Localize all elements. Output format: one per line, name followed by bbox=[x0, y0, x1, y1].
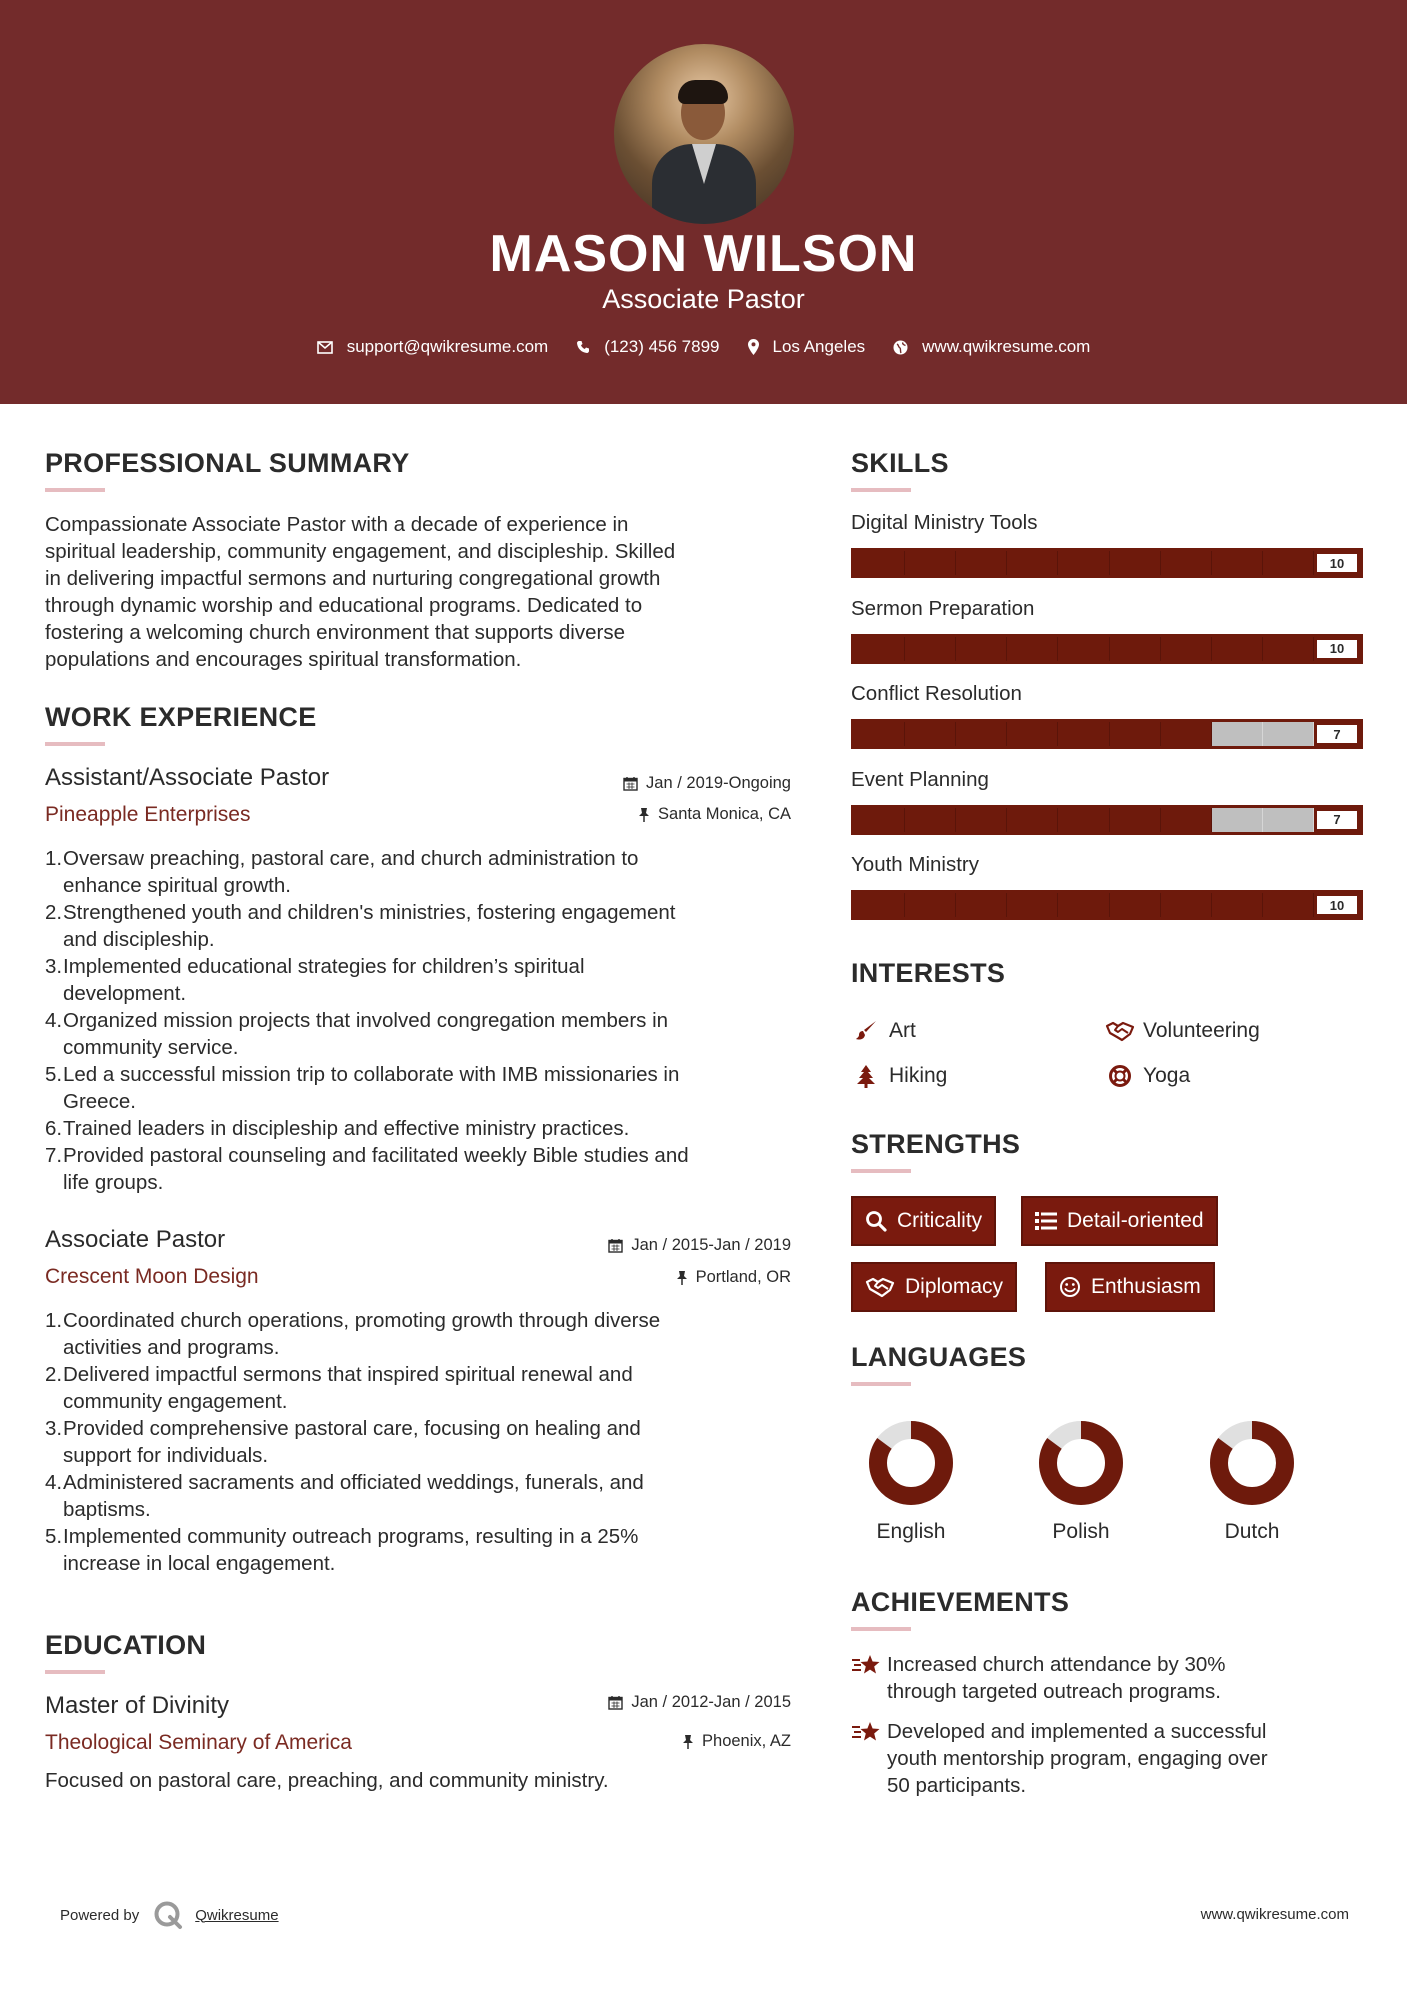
job-location-text: Portland, OR bbox=[695, 1268, 791, 1286]
strength-label: Criticality bbox=[897, 1209, 983, 1232]
qwikresume-logo-icon bbox=[153, 1900, 183, 1930]
skill-bar-segment bbox=[854, 808, 905, 832]
skill-bar-segment bbox=[956, 808, 1007, 832]
strength-tag bbox=[851, 1196, 996, 1246]
experience-heading-underline bbox=[45, 742, 105, 746]
strengths-heading: STRENGTHS bbox=[851, 1129, 1021, 1159]
smile-icon bbox=[1059, 1276, 1081, 1298]
skill-name: Sermon Preparation bbox=[851, 596, 1035, 620]
interest-art bbox=[851, 1019, 916, 1043]
languages-heading: LANGUAGES bbox=[851, 1342, 1027, 1372]
list-item: 4. Organized mission projects that involved congregation members in community service. bbox=[45, 1009, 669, 1059]
list-item: 6. Trained leaders in discipleship and effective ministry practices. bbox=[45, 1117, 630, 1140]
calendar-icon bbox=[608, 1695, 623, 1710]
skill-bar-segment bbox=[956, 722, 1007, 746]
skill-bar-segment bbox=[1212, 551, 1263, 575]
job-responsibilities bbox=[45, 845, 795, 1196]
powered-by-text: Powered by bbox=[60, 1906, 140, 1924]
interest-label: Art bbox=[889, 1019, 916, 1042]
list-item: 1. Coordinated church operations, promoting growth through diverse activities and programs. bbox=[45, 1309, 661, 1359]
summary-line: Compassionate Associate Pastor with a decade of experience in bbox=[45, 513, 629, 536]
skill-bar-segment bbox=[956, 893, 1007, 917]
job-dates-text: Jan / 2015-Jan / 2019 bbox=[631, 1236, 791, 1254]
handshake-icon bbox=[1105, 1020, 1135, 1042]
skill-bar-segment bbox=[1007, 893, 1058, 917]
education-dates bbox=[608, 1693, 791, 1712]
strengths-heading-underline bbox=[851, 1169, 911, 1173]
skill-level-badge: 10 bbox=[1314, 551, 1360, 575]
phone-text: (123) 456 7899 bbox=[604, 337, 720, 356]
contact-email[interactable] bbox=[317, 337, 549, 357]
interest-hiking bbox=[851, 1064, 947, 1088]
skill-bar-segment bbox=[1058, 808, 1109, 832]
achievement-line: Developed and implemented a successful bbox=[887, 1720, 1267, 1743]
pushpin-icon bbox=[638, 807, 650, 822]
education-dates-text: Jan / 2012-Jan / 2015 bbox=[631, 1693, 791, 1711]
job-location bbox=[676, 1268, 791, 1287]
skill-bar-segment bbox=[1161, 637, 1212, 661]
skill-bar-segment bbox=[1212, 893, 1263, 917]
language-polish bbox=[1016, 1418, 1146, 1544]
interest-volunteering bbox=[1105, 1019, 1260, 1043]
education-description: Focused on pastoral care, preaching, and community ministry. bbox=[45, 1769, 609, 1792]
experience-heading: WORK EXPERIENCE bbox=[45, 702, 317, 732]
skill-bar-segment bbox=[1007, 722, 1058, 746]
skill-bar-segment bbox=[1007, 551, 1058, 575]
list-icon bbox=[1035, 1212, 1057, 1230]
envelope-icon bbox=[317, 341, 333, 354]
summary-line: through dynamic worship and educational programs. Dedicated to bbox=[45, 594, 643, 617]
language-dutch bbox=[1187, 1418, 1317, 1544]
education-location bbox=[682, 1732, 791, 1751]
languages-heading-underline bbox=[851, 1382, 911, 1386]
lifering-icon bbox=[1105, 1064, 1135, 1088]
list-item: 5. Led a successful mission trip to collaborate with IMB missionaries in Greece. bbox=[45, 1063, 680, 1113]
summary-line: spiritual leadership, community engagement, and discipleship. Skilled bbox=[45, 540, 676, 563]
skill-level-bar bbox=[851, 634, 1363, 664]
strength-tag bbox=[851, 1262, 1017, 1312]
pushpin-icon bbox=[682, 1734, 694, 1749]
summary-line: in delivering impactful sermons and nurturing congregational growth bbox=[45, 567, 661, 590]
interest-label: Volunteering bbox=[1143, 1019, 1260, 1042]
company-name: Crescent Moon Design bbox=[45, 1265, 259, 1288]
skill-bar-segment bbox=[956, 637, 1007, 661]
skill-bar-segment bbox=[905, 722, 956, 746]
skill-name: Youth Ministry bbox=[851, 853, 979, 876]
job-dates bbox=[608, 1236, 791, 1255]
skill-level-bar bbox=[851, 805, 1363, 835]
skill-bar-segment bbox=[1161, 893, 1212, 917]
footer-website[interactable]: www.qwikresume.com bbox=[1200, 1906, 1349, 1923]
list-item: 1. Oversaw preaching, pastoral care, and church administration to enhance spiritual growth. bbox=[45, 847, 639, 897]
skill-bar-segment bbox=[905, 637, 956, 661]
strength-tag bbox=[1021, 1196, 1218, 1246]
language-english bbox=[846, 1418, 976, 1544]
phone-icon bbox=[576, 340, 590, 354]
skill-bar-segment bbox=[1110, 637, 1161, 661]
skill-bar-segment bbox=[1110, 551, 1161, 575]
email-text: support@qwikresume.com bbox=[346, 337, 549, 356]
skill-name: Conflict Resolution bbox=[851, 682, 1022, 705]
strength-label: Enthusiasm bbox=[1091, 1275, 1201, 1298]
skill-bar-segment bbox=[1212, 637, 1263, 661]
skill-bar-segment bbox=[905, 808, 956, 832]
candidate-name: MASON WILSON bbox=[489, 225, 918, 283]
tree-icon bbox=[851, 1064, 881, 1088]
achievements-heading-underline bbox=[851, 1627, 911, 1631]
skill-bar-segment bbox=[905, 893, 956, 917]
list-item: 3. Provided comprehensive pastoral care, focusing on healing and support for individuals. bbox=[45, 1417, 641, 1467]
skill-bar-segment bbox=[1212, 808, 1263, 832]
skill-name: Event Planning bbox=[851, 767, 989, 791]
summary-line: fostering a welcoming church environment that supports diverse bbox=[45, 621, 625, 644]
search-icon bbox=[865, 1210, 887, 1232]
achievement-line: through targeted outreach programs. bbox=[887, 1680, 1221, 1703]
pushpin-icon bbox=[676, 1270, 688, 1285]
footer-powered-by bbox=[60, 1900, 279, 1930]
summary-heading-underline bbox=[45, 488, 105, 492]
job-title: Assistant/Associate Pastor bbox=[45, 764, 330, 791]
list-item: 4. Administered sacraments and officiated weddings, funerals, and baptisms. bbox=[45, 1471, 644, 1521]
language-donut bbox=[866, 1418, 956, 1508]
education-heading-underline bbox=[45, 1670, 105, 1674]
skills-heading: SKILLS bbox=[851, 448, 949, 478]
interest-label: Yoga bbox=[1143, 1064, 1191, 1087]
achievement-item bbox=[851, 1651, 1225, 1705]
achievement-line: 50 participants. bbox=[887, 1774, 1027, 1797]
strength-tag bbox=[1045, 1262, 1215, 1312]
job-title: Associate Pastor bbox=[45, 1226, 226, 1253]
list-item: 7. Provided pastoral counseling and facilitated weekly Bible studies and life groups. bbox=[45, 1144, 689, 1194]
skill-bar-segment bbox=[1007, 637, 1058, 661]
skill-bar-segment bbox=[1263, 551, 1314, 575]
skill-level-badge: 7 bbox=[1314, 808, 1360, 832]
job-location-text: Santa Monica, CA bbox=[658, 805, 791, 823]
skill-bar-segment bbox=[854, 893, 905, 917]
skill-level-bar bbox=[851, 719, 1363, 749]
skills-heading-underline bbox=[851, 488, 911, 492]
skill-bar-segment bbox=[1110, 722, 1161, 746]
education-location-text: Phoenix, AZ bbox=[702, 1732, 791, 1750]
skill-bar-segment bbox=[1161, 722, 1212, 746]
strength-label: Detail-oriented bbox=[1067, 1209, 1204, 1232]
map-marker-icon bbox=[748, 339, 759, 355]
contact-phone[interactable] bbox=[576, 337, 719, 357]
calendar-icon bbox=[623, 776, 638, 791]
list-item: 2. Strengthened youth and children's ministries, fostering engagement and discipleship. bbox=[45, 901, 676, 951]
job-dates-text: Jan / 2019-Ongoing bbox=[646, 774, 791, 792]
achievements-heading: ACHIEVEMENTS bbox=[851, 1587, 1070, 1617]
interest-label: Hiking bbox=[889, 1064, 948, 1087]
summary-heading: PROFESSIONAL SUMMARY bbox=[45, 448, 410, 478]
interests-heading: INTERESTS bbox=[851, 958, 1006, 988]
degree-title: Master of Divinity bbox=[45, 1692, 230, 1719]
skill-bar-segment bbox=[1007, 808, 1058, 832]
contact-location bbox=[748, 337, 866, 357]
contact-website[interactable] bbox=[893, 337, 1090, 357]
achievement-line: youth mentorship program, engaging over bbox=[887, 1747, 1268, 1770]
language-donut bbox=[1036, 1418, 1126, 1508]
skill-bar-segment bbox=[854, 637, 905, 661]
skill-bar-segment bbox=[1110, 893, 1161, 917]
contact-row bbox=[0, 337, 1407, 357]
interest-yoga bbox=[1105, 1064, 1190, 1088]
job-dates bbox=[623, 774, 791, 793]
list-item: 2. Delivered impactful sermons that inspired spiritual renewal and community engagement. bbox=[45, 1363, 633, 1413]
skill-level-badge: 10 bbox=[1314, 893, 1360, 917]
location-text: Los Angeles bbox=[772, 337, 866, 356]
skill-bar-segment bbox=[1212, 722, 1263, 746]
skill-bar-segment bbox=[956, 551, 1007, 575]
candidate-title: Associate Pastor bbox=[602, 284, 805, 314]
company-name: Pineapple Enterprises bbox=[45, 803, 251, 826]
school-name: Theological Seminary of America bbox=[45, 1731, 352, 1754]
job-location bbox=[638, 805, 791, 824]
shooting-star-icon bbox=[851, 1718, 887, 1799]
skill-level-badge: 7 bbox=[1314, 722, 1360, 746]
globe-icon bbox=[893, 340, 908, 355]
skill-level-bar bbox=[851, 890, 1363, 920]
skill-level-badge: 10 bbox=[1314, 637, 1360, 661]
job-responsibilities bbox=[45, 1307, 795, 1577]
skill-bar-segment bbox=[854, 551, 905, 575]
language-name: English bbox=[876, 1520, 946, 1543]
skill-bar-segment bbox=[905, 551, 956, 575]
language-name: Polish bbox=[1052, 1520, 1110, 1543]
list-item: 5. Implemented community outreach programs, resulting in a 25% increase in local engagement. bbox=[45, 1525, 639, 1575]
summary-line: populations and encourages spiritual transformation. bbox=[45, 648, 522, 671]
skill-bar-segment bbox=[1110, 808, 1161, 832]
resume-header bbox=[0, 0, 1407, 404]
paintbrush-icon bbox=[851, 1019, 881, 1043]
calendar-icon bbox=[608, 1238, 623, 1253]
skill-bar-segment bbox=[1161, 551, 1212, 575]
skill-bar-segment bbox=[1058, 637, 1109, 661]
education-heading: EDUCATION bbox=[45, 1630, 207, 1660]
skill-name: Digital Ministry Tools bbox=[851, 511, 1038, 534]
skill-bar-segment bbox=[1058, 551, 1109, 575]
skill-bar-segment bbox=[1263, 637, 1314, 661]
skill-bar-segment bbox=[1058, 722, 1109, 746]
profile-photo bbox=[614, 44, 794, 224]
list-item: 3. Implemented educational strategies for children’s spiritual development. bbox=[45, 955, 585, 1005]
skill-bar-segment bbox=[1263, 808, 1314, 832]
achievement-line: Increased church attendance by 30% bbox=[887, 1653, 1226, 1676]
website-text: www.qwikresume.com bbox=[922, 337, 1091, 356]
skill-bar-segment bbox=[854, 722, 905, 746]
summary-text bbox=[45, 511, 805, 673]
strength-label: Diplomacy bbox=[905, 1275, 1004, 1298]
skill-bar-segment bbox=[1058, 893, 1109, 917]
language-donut bbox=[1207, 1418, 1297, 1508]
skill-level-bar bbox=[851, 548, 1363, 578]
skill-bar-segment bbox=[1263, 722, 1314, 746]
handshake-icon bbox=[865, 1276, 895, 1298]
skill-bar-segment bbox=[1161, 808, 1212, 832]
qwikresume-link[interactable]: Qwikresume bbox=[195, 1906, 279, 1924]
skill-bar-segment bbox=[1263, 893, 1314, 917]
shooting-star-icon bbox=[851, 1651, 887, 1705]
achievement-item bbox=[851, 1718, 1268, 1799]
language-name: Dutch bbox=[1224, 1520, 1280, 1543]
